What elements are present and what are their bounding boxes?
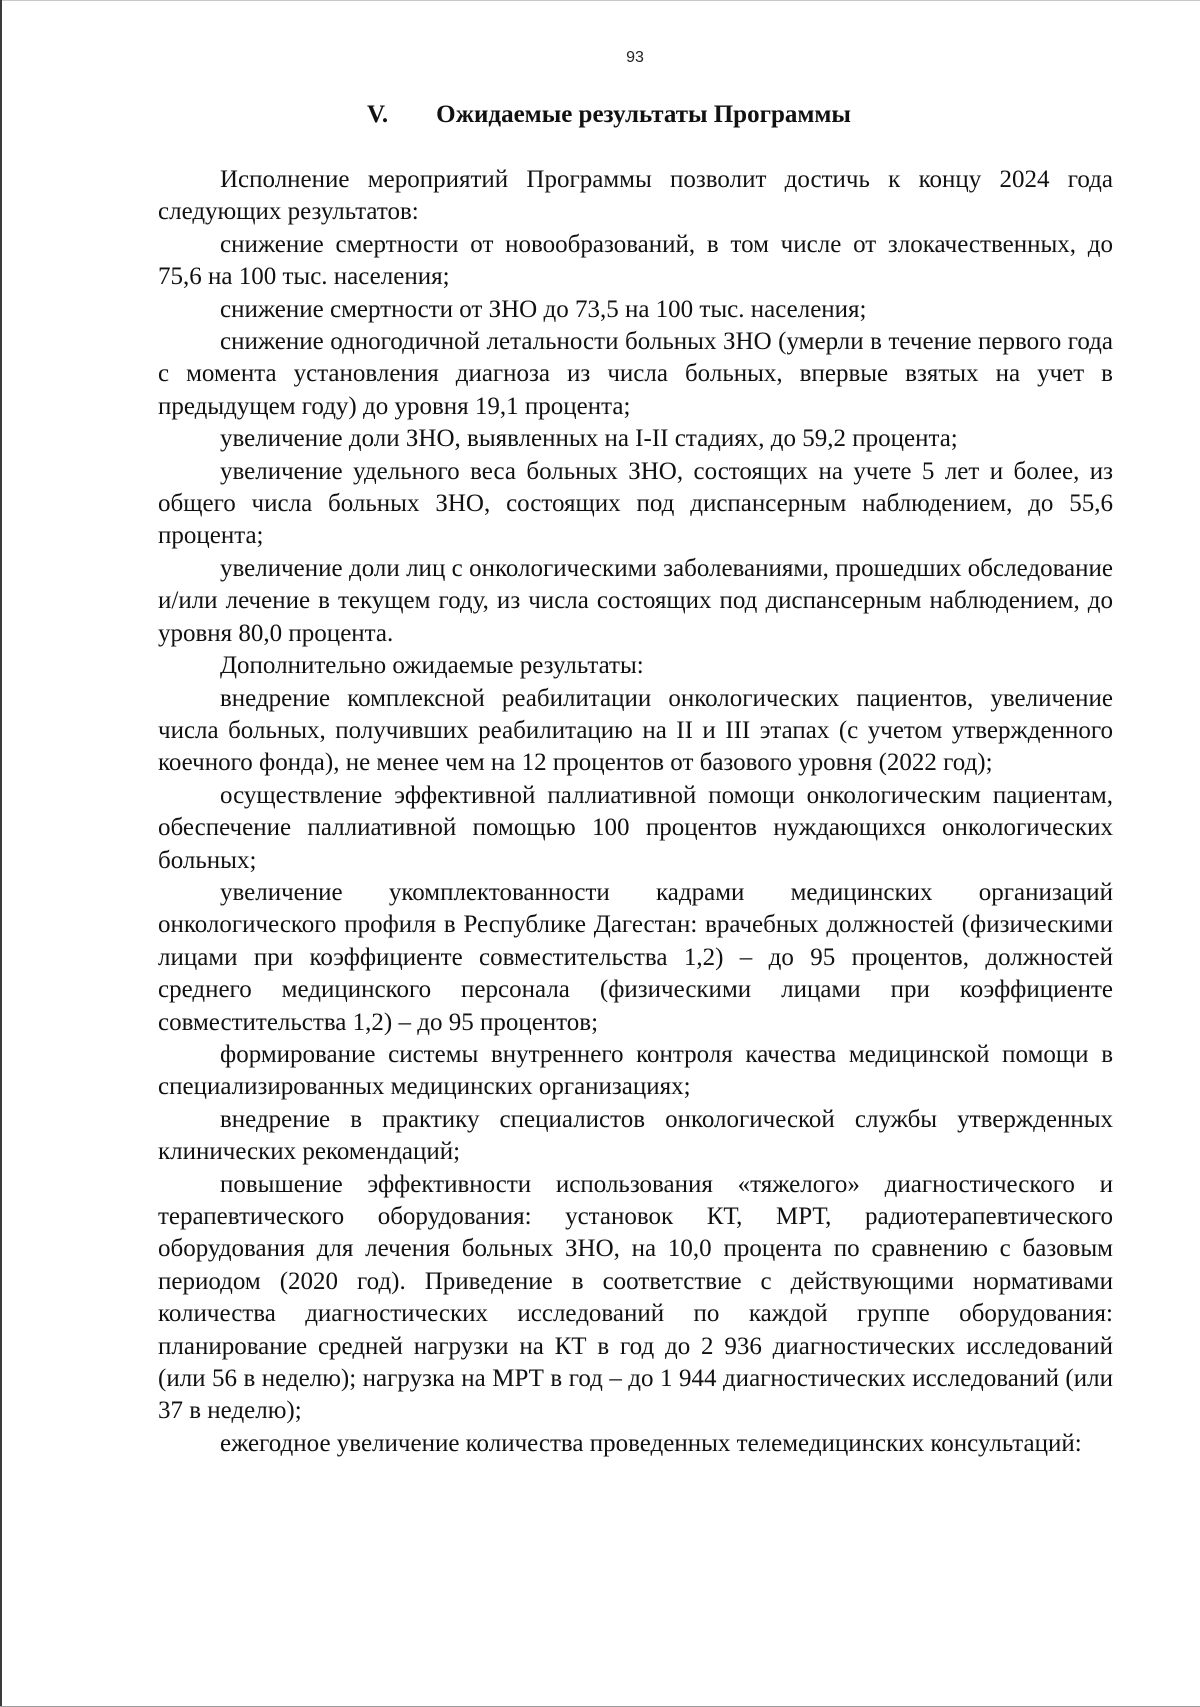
paragraph-item: внедрение в практику специалистов онкологической службы утвержденных клинических рекомендаций; [158, 1105, 1113, 1166]
paragraph-item: формирование системы внутреннего контроля качества медицинской помощи в специализированных медицинских организациях; [158, 1040, 1113, 1101]
paragraph-intro: Исполнение мероприятий Программы позволит достичь к концу 2024 года следующих результатов: [158, 166, 1113, 226]
body-text [158, 164, 1113, 1460]
paragraph-item: внедрение комплексной реабилитации онкологических пациентов, увеличение числа больных, получивших реабилитацию на II и III этапах (с учетом утвержденного коечного фонда), не менее чем на 12 процентов от базового уровня (2022 год); [158, 684, 1113, 777]
paragraph-item: снижение одногодичной летальности больных ЗНО (умерли в течение первого года с момента установления диагноза из числа больных, впервые взятых на учет в предыдущем году) до уровня 19,1 процента; [158, 328, 1113, 420]
paragraph-item: увеличение доли лиц с онкологическими заболеваниями, прошедших обследование и/или лечение в текущем году, из числа состоящих под диспансерным наблюдением, до уровня 80,0 процента. [158, 554, 1113, 647]
paragraph-item: снижение смертности от ЗНО до 73,5 на 100 тыс. населения; [220, 295, 867, 323]
paragraph-item: снижение смертности от новообразований, в том числе от злокачественных, до 75,6 на 100 тыс. населения; [158, 230, 1113, 291]
paragraph-subheading: Дополнительно ожидаемые результаты: [220, 652, 644, 680]
paragraph-item: увеличение укомплектованности кадрами медицинских организаций онкологического профиля в Республике Дагестан: врачебных должностей (физическими лицами при коэффициенте совместительства 1,2) – до 95 процентов, должностей среднего медицинского персонала (физическими лицами при коэффициенте совместительства 1,2) – до 95 процентов; [158, 878, 1113, 1036]
scan-edge-top [0, 0, 1200, 1]
page-number: 93 [626, 49, 644, 66]
paragraph-item: ежегодное увеличение количества проведенных телемедицинских консультаций: [220, 1429, 1082, 1457]
paragraph-item: увеличение удельного веса больных ЗНО, состоящих на учете 5 лет и более, из общего числа больных ЗНО, состоящих под диспансерным наблюдением, до 55,6 процента; [158, 457, 1113, 550]
section-heading [0, 101, 1200, 129]
section-number: V. [367, 101, 389, 128]
paragraph-item: повышение эффективности использования «тяжелого» диагностического и терапевтического оборудования: установок КТ, МРТ, радиотерапевтического оборудования для лечения больных ЗНО, на 10,0 процента по сравнению с базовым периодом (2020 год). Приведение в соответствие с действующими нормативами количества диагностических исследований по каждой группе оборудования: планирование средней нагрузки на КТ в год до 2 936 диагностических исследований (или 56 в неделю); нагрузка на МРТ в год – до 1 944 диагностических исследований (или 37 в неделю); [158, 1170, 1113, 1425]
scan-edge-left [0, 0, 2, 1707]
paragraph-item: осуществление эффективной паллиативной помощи онкологическим пациентам, обеспечение паллиативной помощью 100 процентов нуждающихся онкологических больных; [158, 781, 1113, 874]
section-title: Ожидаемые результаты Программы [436, 101, 851, 128]
paragraph-item: увеличение доли ЗНО, выявленных на I-II стадиях, до 59,2 процента; [220, 425, 958, 453]
